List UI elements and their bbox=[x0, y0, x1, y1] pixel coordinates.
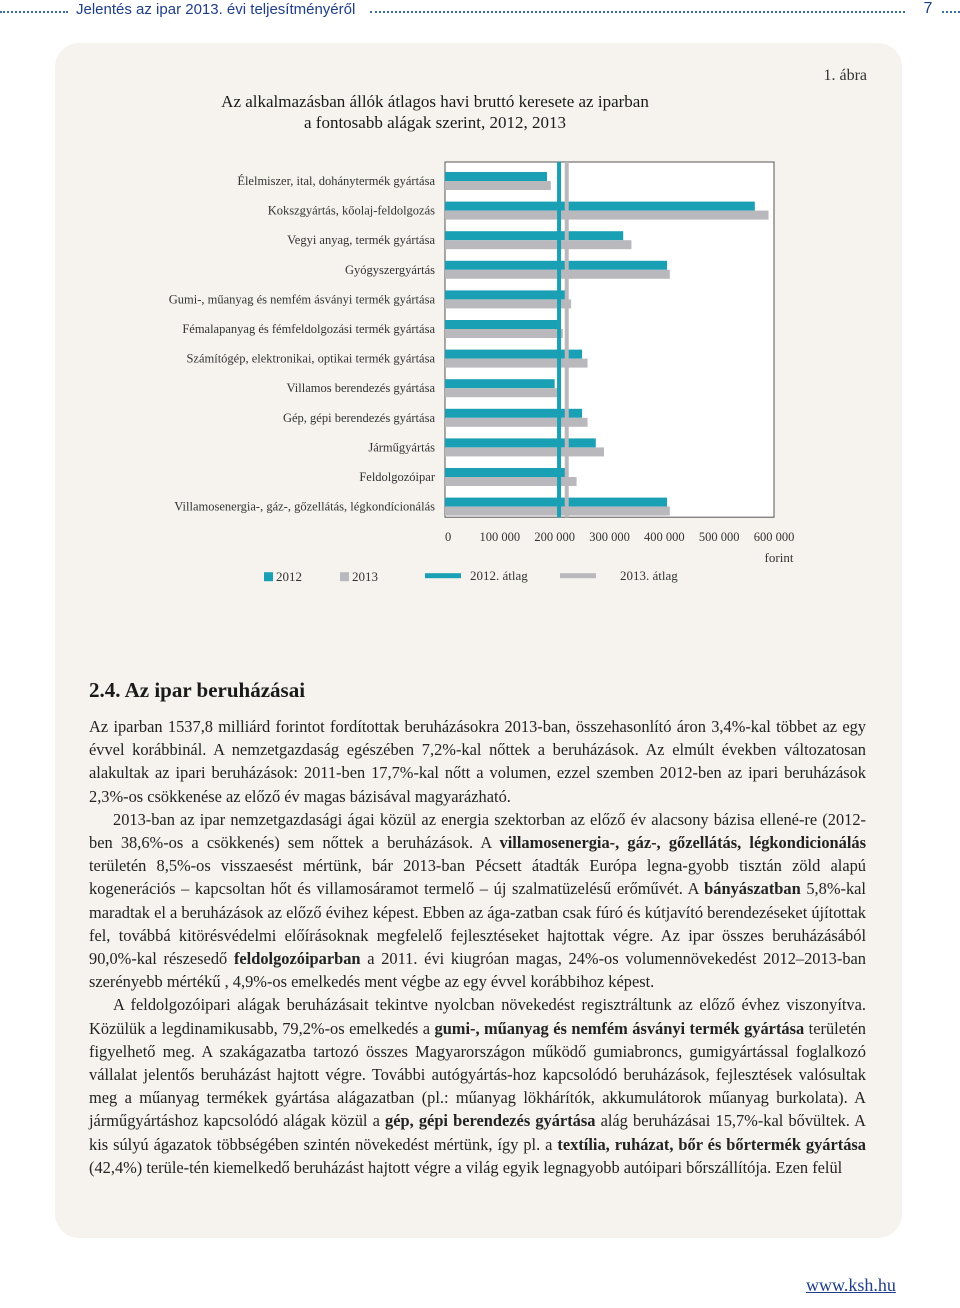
x-axis-label: forint bbox=[764, 550, 794, 566]
bar-2012 bbox=[445, 379, 555, 388]
chart-title-line2: a fontosabb alágak szerint, 2012, 2013 bbox=[303, 113, 566, 132]
x-tick-label: 300 000 bbox=[589, 530, 630, 545]
category-label: Gép, gépi berendezés gyártása bbox=[282, 410, 435, 425]
category-label: Élelmiszer, ital, dohánytermék gyártása bbox=[237, 174, 435, 188]
category-label: Kokszgyártás, kőolaj-feldolgozás bbox=[267, 203, 435, 218]
legend-label-avg-2013: 2013. átlag bbox=[620, 568, 678, 584]
x-tick-label: 0 bbox=[445, 530, 452, 545]
salary-bar-chart bbox=[55, 43, 902, 603]
legend-swatch-avg-2012 bbox=[425, 573, 461, 578]
bar-2013 bbox=[445, 240, 631, 249]
category-label: Számítógép, elektronikai, optikai termék gyártása bbox=[186, 351, 435, 366]
page-header bbox=[0, 0, 960, 24]
bar-2012 bbox=[445, 438, 596, 447]
paragraph-1: Az iparban 1537,8 milliárd forintot fordítottak beruházásokra 2013-ban, összehasonlító áron 3,4%-kal többet az egy évvel korábbinál. A nemzetgazdaság egészében 7,2%-kal nőttek a beruházások. Az elmúlt években változatosan alakultak az ipari beruházások: 2011-ben 17,7%-kal nőtt a volumen, ezzel szemben 2012-ben az ipari beruházások 2,3%-os csökkenése az előző év magas bázisával magyarázható. bbox=[89, 717, 866, 806]
category-label: Villamos berendezés gyártása bbox=[286, 381, 435, 396]
legend-label-2012: 2012 bbox=[276, 569, 302, 585]
legend-label-2013: 2013 bbox=[352, 569, 378, 585]
category-label: Járműgyártás bbox=[368, 440, 435, 455]
category-label: Vegyi anyag, termék gyártása bbox=[287, 233, 435, 248]
footer-website-link[interactable]: www.ksh.hu bbox=[806, 1275, 896, 1295]
x-tick-label: 600 000 bbox=[753, 530, 795, 545]
bar-2013 bbox=[445, 388, 560, 397]
bar-2012 bbox=[445, 172, 547, 181]
x-tick-label: 100 000 bbox=[479, 530, 521, 545]
bar-2012 bbox=[445, 498, 667, 507]
legend-swatch-2012 bbox=[264, 572, 273, 581]
bar-2012 bbox=[445, 231, 623, 240]
chart-title-line1: Az alkalmazásban állók átlagos havi bruttó keresete az iparban bbox=[221, 92, 649, 111]
figure-label: 1. ábra bbox=[823, 67, 867, 84]
page-number: 7 bbox=[923, 0, 933, 17]
bar-2012 bbox=[445, 468, 568, 477]
header-dots-end bbox=[942, 11, 960, 13]
category-label: Villamosenergia-, gáz-, gőzellátás, légkondícionálás bbox=[174, 499, 435, 514]
bar-2013 bbox=[445, 329, 563, 338]
bar-2012 bbox=[445, 261, 667, 270]
header-title: Jelentés az ipar 2013. évi teljesítményéről bbox=[76, 1, 356, 18]
legend-label-avg-2012: 2012. átlag bbox=[470, 568, 528, 584]
x-tick-label: 400 000 bbox=[644, 530, 685, 545]
category-label: Fémalapanyag és fémfeldolgozási termék gyártása bbox=[182, 322, 435, 336]
bar-2013 bbox=[445, 181, 551, 190]
body-text bbox=[89, 715, 866, 1179]
bar-2013 bbox=[445, 477, 577, 486]
bar-2012 bbox=[445, 320, 557, 329]
category-label: Gyógyszergyártás bbox=[344, 262, 435, 277]
bar-2013 bbox=[445, 447, 604, 456]
paragraph-2: 2013-ban az ipar nemzetgazdasági ágai közül az energia szektorban az előző év alacsony bázisa ellené-re (2012-ben 38,6%-os a csökkenés) sem nőttek a beruházások. A villamosenergia-, gáz-, gőzellátás, légkondicionálás területén 8,5%-os visszaesést mértünk, bár 2013-ban Pécsett átadták Európa legna-gyobb tisztán zöld alapú kogenerációs – kapcsoltan hőt és villamosáramot termelő – új szalmatüzelésű erőművét. A bányászatban 5,8%-kal maradtak el a beruházások az előző évihez képest. Ebben az ága-zatban csak fúró és kútjavító berendezéseket újítottak fel, továbbá kitörésvédelmi előírásoknak megfelelő fejlesztéseket hajtottak végre. Az ipar összes beruházásából 90,0%-kal részesedő feldolgozóiparban a 2011. évi kiugróan magas, 24%-os volumennövekedést 2012–2013-ban szerényebb mértékű , 4,9%-os emelkedés ment végbe az egy évvel korábbihoz képest. bbox=[89, 809, 866, 992]
legend-swatch-2013 bbox=[340, 572, 349, 581]
header-dots-left bbox=[0, 11, 68, 13]
bar-2012 bbox=[445, 290, 566, 299]
x-tick-label: 500 000 bbox=[698, 530, 740, 545]
header-dots-right bbox=[370, 11, 905, 13]
category-label: Gumi-, műanyag és nemfém ásványi termék gyártása bbox=[168, 292, 435, 307]
bar-2012 bbox=[445, 202, 755, 211]
bar-2012 bbox=[445, 350, 582, 359]
bar-2013 bbox=[445, 211, 769, 220]
bar-2013 bbox=[445, 299, 571, 308]
bar-2012 bbox=[445, 409, 582, 418]
x-tick-label: 200 000 bbox=[534, 530, 575, 545]
legend-swatch-avg-2013 bbox=[560, 573, 596, 578]
paragraph-3: A feldolgozóipari alágak beruházásait tekintve nyolcban növekedést regisztráltunk az előző évhez viszonyítva. Közülük a legdinamikusabb, 79,2%-os emelkedés a gumi-, műanyag és nemfém ásványi termék gyártása területén figyelhető meg. A szakágazatba tartozó összes Magyarországon működő gumiabroncs, gumigyártással foglalkozó vállalat jelentős beruházást hajtott végre. További autógyártás-hoz kapcsolódó beruházások, fejlesztések valósultak meg a műanyag termékek gyártása alágazatban (pl.: műanyag lökhárítók, akkumulátorok műanyag burkolata). A járműgyártáshoz kapcsolódó alágak közül a gép, gépi berendezés gyártása alág beruházásai 15,7%-kal bővültek. A kis súlyú ágazatok többségében szintén növekedést mértünk, így pl. a textília, ruházat, bőr és bőrtermék gyártása (42,4%) terüle-tén kiemelkedő beruházást hajtott végre a világ egyik legnagyobb autóipari bőrszállítója. Ezen felül bbox=[89, 995, 867, 1177]
category-label: Feldolgozóipar bbox=[359, 470, 435, 484]
section-title: 2.4. Az ipar beruházásai bbox=[89, 678, 306, 702]
content-panel bbox=[55, 43, 902, 1238]
